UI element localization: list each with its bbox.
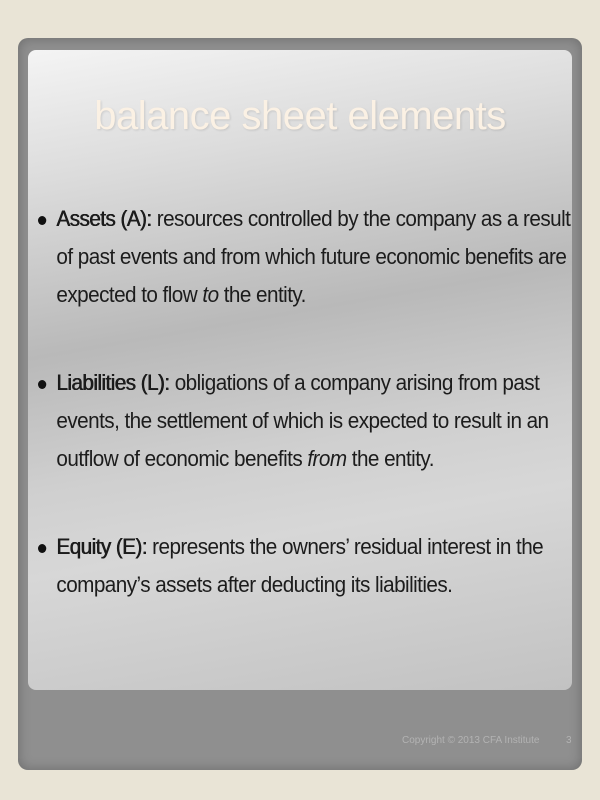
bullet-dot-icon [38,544,46,553]
bullet-emphasis: to [202,282,219,307]
bullet-text: represents the owners’ residual interest in the company’s assets after deducting its liabilities. [56,534,544,597]
bullet-assets [38,200,581,314]
bullet-dot-icon [38,216,46,225]
bullet-term: Liabilities (L): [56,370,170,395]
bullet-equity [38,528,581,604]
bullet-text: resources controlled by the company as a result of past events and from which future economic benefits are expected to flow [56,206,571,307]
footer-copyright: Copyright © 2013 CFA Institute [402,735,540,746]
bullet-dot-icon [38,380,46,389]
bullet-text-end: the entity. [346,446,434,471]
bullet-emphasis: from [307,446,347,471]
bullet-term: Equity (E): [56,534,147,559]
slide-title: balance sheet elements [94,94,506,138]
bullet-text-end: the entity. [218,282,306,307]
bullet-text: obligations of a company arising from past events, the settlement of which is expected to result in an outflow of economic benefits [56,370,549,471]
bullet-term: Assets (A): [56,206,152,231]
bullet-list [38,200,571,654]
footer-page-number: 3 [566,735,572,746]
bullet-liabilities [38,364,581,478]
